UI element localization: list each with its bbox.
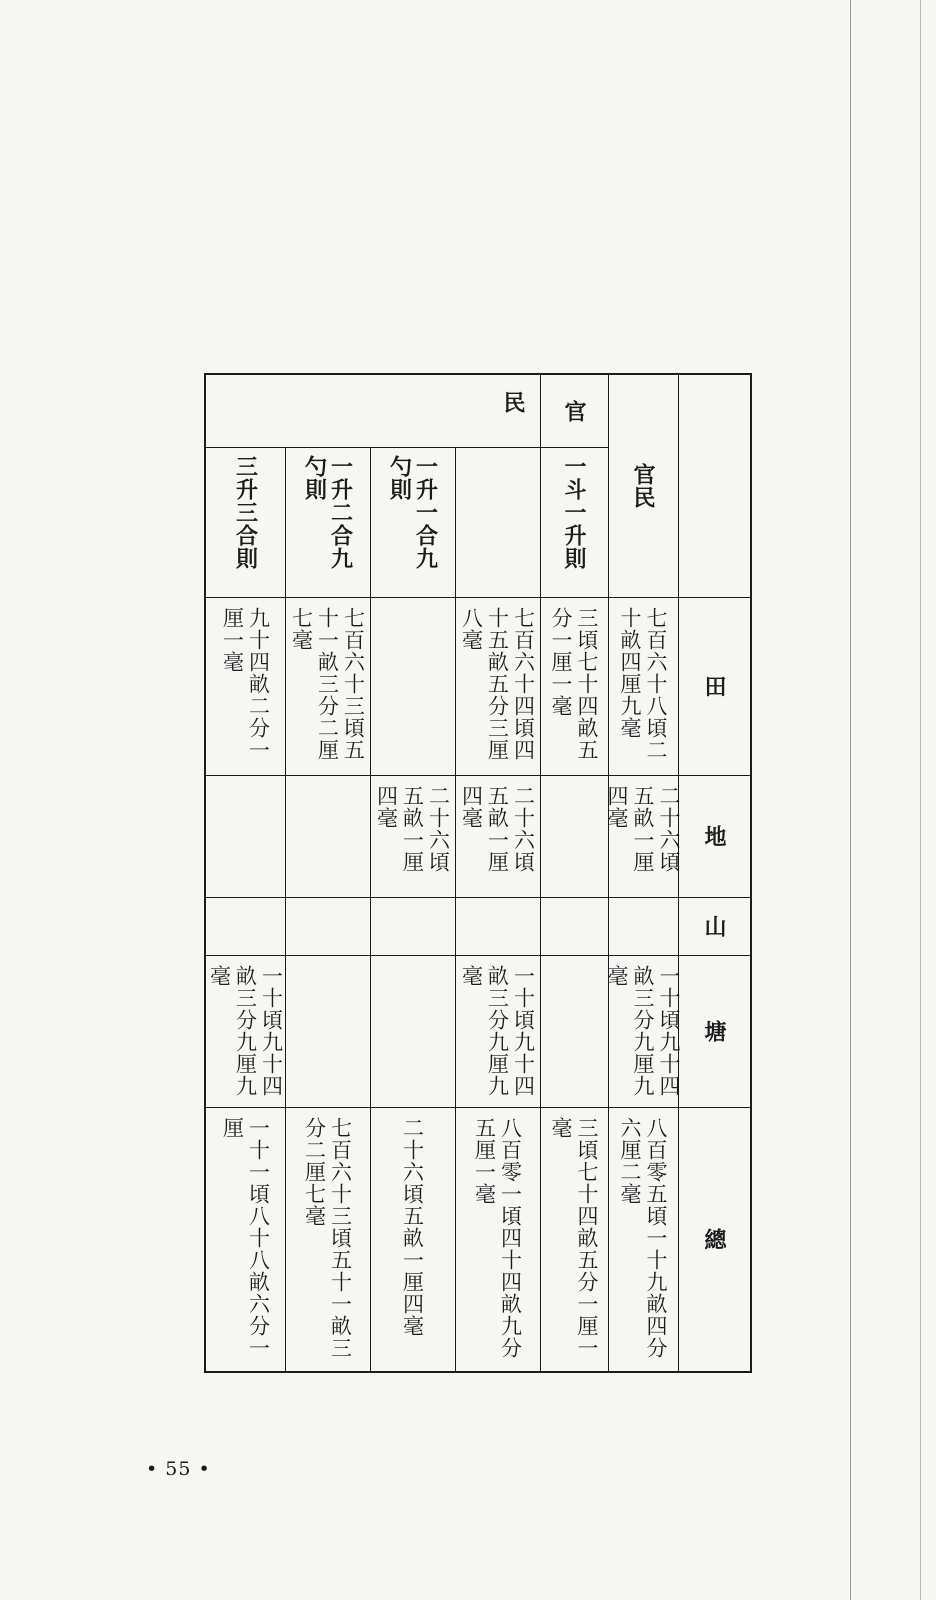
cell-tang-min2 [285, 955, 370, 1107]
row-head-di [678, 775, 750, 897]
cell-shan-guanmin [608, 897, 678, 955]
cell-di-guanmin [605, 775, 681, 897]
cell-shan-min0 [455, 897, 540, 955]
cell-tang-min0-text: 一十頃九十四畝三分九厘九毫 [459, 965, 536, 1097]
cell-tang-guanmin [605, 955, 681, 1107]
cell-zong-min3-text: 一十一頃八十八畝六分一厘 [220, 1117, 271, 1359]
cell-tian-min0-text: 七百六十四頃四十五畝五分三厘八毫 [459, 607, 536, 761]
cell-zong-guanmin [608, 1107, 678, 1371]
col-header-min2-text: 一升二合九勺則 [301, 455, 354, 570]
cell-tian-guanmin-text: 七百六十八頃二十畝四厘九毫 [618, 607, 668, 761]
cell-zong-min2-text: 七百六十三頃五十一畝三分二厘七毫 [302, 1117, 353, 1359]
col-header-guan [540, 447, 608, 597]
page-edge-line [850, 0, 851, 1600]
cell-zong-min0-text: 八百零一頃四十四畝九分五厘一毫 [472, 1117, 523, 1359]
row-head-tang-text: 塘 [701, 1019, 727, 1043]
group-label-guan-text: 官 [561, 399, 587, 423]
row-head-tang [678, 955, 750, 1107]
col-header-min0 [455, 447, 540, 597]
land-register-table [204, 373, 752, 1373]
group-label-min [206, 375, 540, 447]
cell-di-min1 [370, 775, 455, 897]
cell-zong-min2 [285, 1107, 370, 1371]
cell-di-min0 [455, 775, 540, 897]
cell-di-guanmin-text: 二十六頃五畝一厘四毫 [605, 785, 681, 873]
cell-tang-guanmin-text: 一十頃九十四畝三分九厘九毫 [605, 965, 681, 1097]
page-edge-line-outer [920, 0, 921, 1600]
cell-zong-min0 [455, 1107, 540, 1371]
row-head-shan-text: 山 [701, 914, 727, 938]
col-header-min3-text: 三升三合則 [232, 455, 259, 570]
col-header-guan-text: 一斗一升則 [561, 455, 587, 570]
cell-tang-guan [540, 955, 608, 1107]
row-head-tian [678, 597, 750, 775]
col-header-min1 [370, 447, 455, 597]
cell-di-min1-text: 二十六頃五畝一厘四毫 [374, 785, 451, 873]
group-label-guan [540, 375, 608, 447]
cell-tang-min3-text: 一十頃九十四畝三分九厘九毫 [207, 965, 284, 1097]
row-head-di-text: 地 [701, 824, 727, 848]
cell-zong-min3 [206, 1107, 285, 1371]
cell-tang-min3 [206, 955, 285, 1107]
cell-shan-guan [540, 897, 608, 955]
group-label-min-text: 民 [500, 391, 526, 414]
cell-di-min0-text: 二十六頃五畝一厘四毫 [459, 785, 536, 873]
cell-tian-min2-text: 七百六十三頃五十一畝三分二厘七毫 [289, 607, 366, 761]
cell-di-min3 [206, 775, 285, 897]
row-head-shan [678, 897, 750, 955]
cell-tian-guan [540, 597, 608, 775]
cell-tian-guanmin [608, 597, 678, 775]
col-header-min1-text: 一升一合九勺則 [386, 455, 439, 570]
cell-tian-min3 [206, 597, 285, 775]
page-number: • 55 • [146, 1458, 211, 1480]
col-header-min3 [206, 447, 285, 597]
row-head-zong-text: 總 [701, 1227, 727, 1251]
cell-shan-min1 [370, 897, 455, 955]
cell-tian-guan-text: 三頃七十四畝五分一厘一毫 [549, 607, 599, 761]
cell-shan-min2 [285, 897, 370, 955]
cell-tang-min1 [370, 955, 455, 1107]
col-header-guanmin-text: 官民 [630, 463, 656, 509]
row-head-zong [678, 1107, 750, 1371]
cell-zong-min1 [370, 1107, 455, 1371]
cell-zong-min1-text: 二十六頃五畝一厘四毫 [400, 1117, 425, 1337]
cell-tang-min0 [455, 955, 540, 1107]
cell-zong-guanmin-text: 八百零五頃一十九畝四分六厘二毫 [618, 1117, 668, 1359]
col-header-min2 [285, 447, 370, 597]
row-head-tian-text: 田 [701, 674, 727, 698]
cell-tian-min3-text: 九十四畝二分一厘一毫 [220, 607, 271, 761]
cell-tian-min2 [285, 597, 370, 775]
cell-zong-guan-text: 三頃七十四畝五分一厘一毫 [549, 1117, 599, 1359]
cell-di-guan [540, 775, 608, 897]
col-header-guanmin [608, 375, 678, 597]
cell-di-min2 [285, 775, 370, 897]
cell-shan-min3 [206, 897, 285, 955]
cell-zong-guan [540, 1107, 608, 1371]
cell-tian-min1 [370, 597, 455, 775]
cell-tian-min0 [455, 597, 540, 775]
